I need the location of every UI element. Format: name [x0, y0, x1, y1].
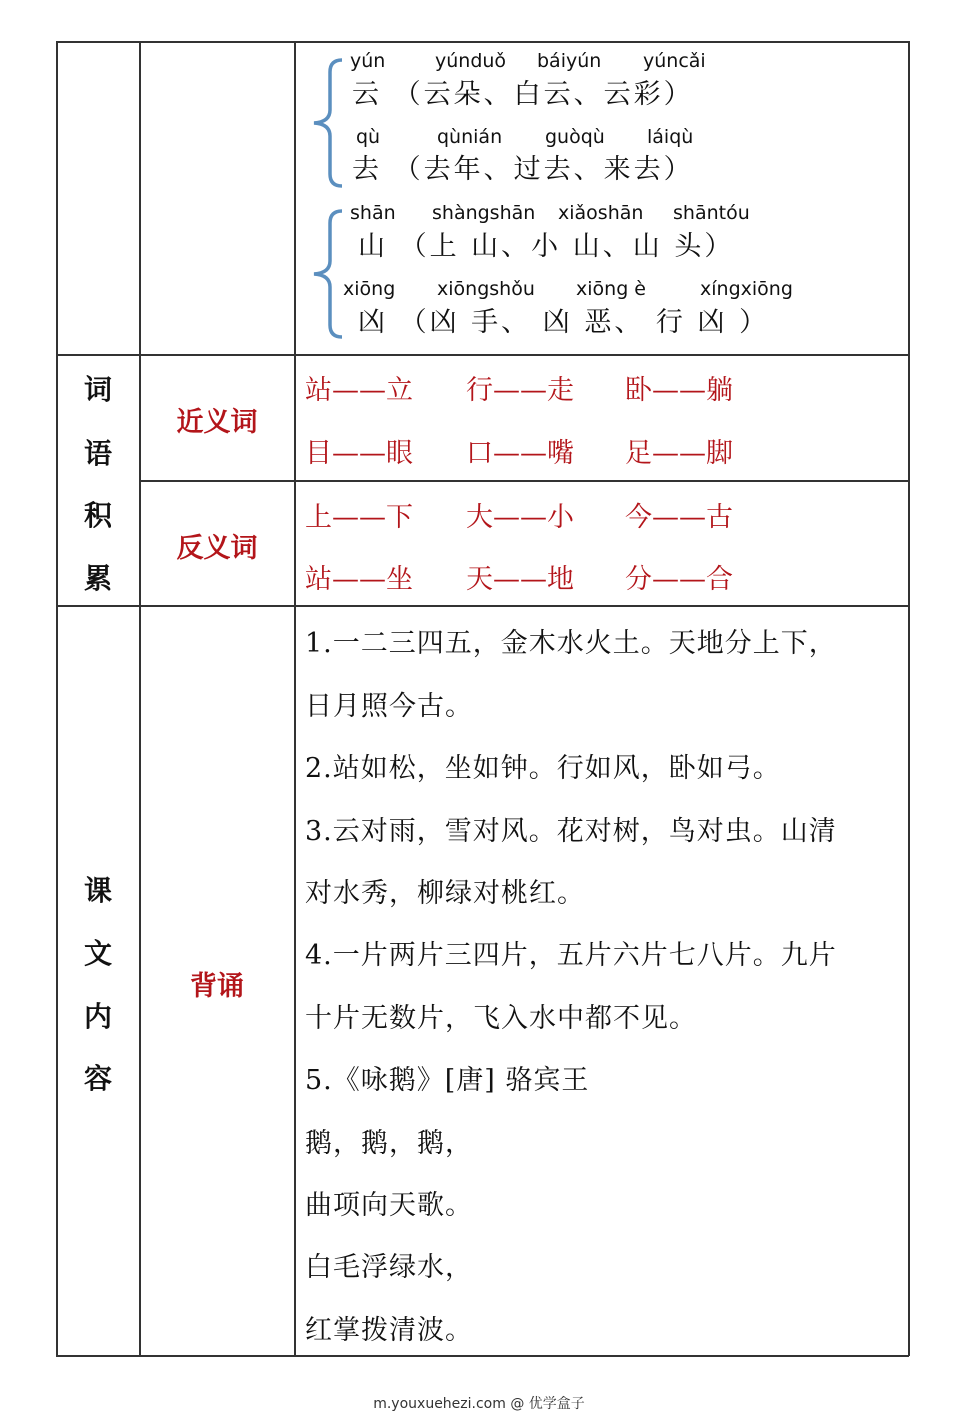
pinyin-word: xiōng è: [576, 278, 646, 300]
hanzi-line: 云 （云朵、白云、云彩）: [352, 79, 694, 110]
table-divider-col2: [294, 41, 296, 1356]
pinyin-word: xiǎoshān: [558, 202, 644, 224]
synonym-pair: 卧——躺: [625, 375, 733, 406]
pinyin-word: láiqù: [647, 126, 694, 148]
pinyin-word: guòqù: [545, 126, 605, 148]
pinyin-word: xíngxiōng: [700, 278, 793, 300]
table-divider-pinyin: [56, 354, 909, 356]
table-border-top: [56, 41, 909, 43]
table-border-bottom: [56, 1355, 909, 1357]
text-line: 4.一片两片三四片，五片六片七八片。九片: [305, 940, 837, 971]
text-line: 2.站如松，坐如钟。行如风，卧如弓。: [305, 753, 781, 784]
table-divider-vocab: [56, 605, 909, 607]
vocab-heading-char: 积: [83, 499, 112, 532]
antonym-pair: 大——小: [466, 502, 574, 533]
text-line: 1.一二三四五，金木水火土。天地分上下，: [305, 628, 837, 659]
synonyms-label: 近义词: [176, 407, 258, 438]
hanzi-line: 凶 （凶 手、 凶 恶、 行 凶 ）: [358, 307, 770, 338]
text-line: 鹅，鹅，鹅，: [305, 1128, 473, 1159]
vocab-heading-char: 累: [83, 562, 112, 595]
antonym-pair: 站——坐: [305, 564, 413, 595]
table-border-right: [908, 41, 910, 1356]
pinyin-word: qùnián: [437, 126, 503, 148]
table-divider-synonym: [139, 480, 909, 482]
hanzi-line: 山 （上 山、小 山、山 头）: [358, 231, 735, 262]
pinyin-word: báiyún: [537, 50, 602, 72]
pinyin-char: shān: [350, 202, 396, 224]
pinyin-word: shàngshān: [432, 202, 536, 224]
vocab-heading-char: 词: [83, 373, 112, 406]
text-line: 对水秀，柳绿对桃红。: [305, 878, 585, 909]
pinyin-word: yúnduǒ: [435, 50, 507, 72]
table-border-left: [56, 41, 58, 1356]
table-divider-col1: [139, 41, 141, 1356]
pinyin-word: shāntóu: [673, 202, 750, 224]
text-line: 5.《咏鹅》[唐] 骆宾王: [305, 1065, 590, 1096]
text-heading-char: 容: [83, 1062, 112, 1095]
text-line: 日月照今古。: [305, 691, 473, 722]
pinyin-word: xiōngshǒu: [437, 278, 535, 300]
antonym-pair: 上——下: [305, 502, 413, 533]
brace-icon: [306, 56, 346, 190]
pinyin-word: yúncǎi: [643, 50, 706, 72]
hanzi-line: 去 （去年、过去、来去）: [352, 154, 694, 185]
synonym-pair: 足——脚: [625, 438, 733, 469]
text-heading-char: 文: [83, 937, 112, 970]
antonym-pair: 分——合: [625, 564, 733, 595]
synonym-pair: 站——立: [305, 375, 413, 406]
recite-label: 背诵: [190, 971, 244, 1002]
text-heading-char: 内: [83, 1000, 112, 1033]
synonym-pair: 口——嘴: [466, 438, 574, 469]
antonyms-label: 反义词: [176, 533, 258, 564]
synonym-pair: 行——走: [466, 375, 574, 406]
vocab-heading-char: 语: [83, 437, 112, 470]
text-line: 曲项向天歌。: [305, 1190, 473, 1221]
pinyin-char: xiōng: [343, 278, 396, 300]
text-line: 十片无数片，飞入水中都不见。: [305, 1003, 697, 1034]
pinyin-char: yún: [350, 50, 386, 72]
text-heading-char: 课: [83, 874, 112, 907]
text-line: 3.云对雨，雪对风。花对树，鸟对虫。山清: [305, 816, 837, 847]
pinyin-char: qù: [356, 126, 381, 148]
antonym-pair: 天——地: [466, 564, 574, 595]
brace-icon: [306, 207, 346, 341]
footer-watermark: m.youxuehezi.com @ 优学盒子: [373, 1396, 585, 1412]
text-line: 红掌拨清波。: [305, 1315, 473, 1346]
antonym-pair: 今——古: [625, 502, 733, 533]
synonym-pair: 目——眼: [305, 438, 413, 469]
text-line: 白毛浮绿水，: [305, 1252, 473, 1283]
